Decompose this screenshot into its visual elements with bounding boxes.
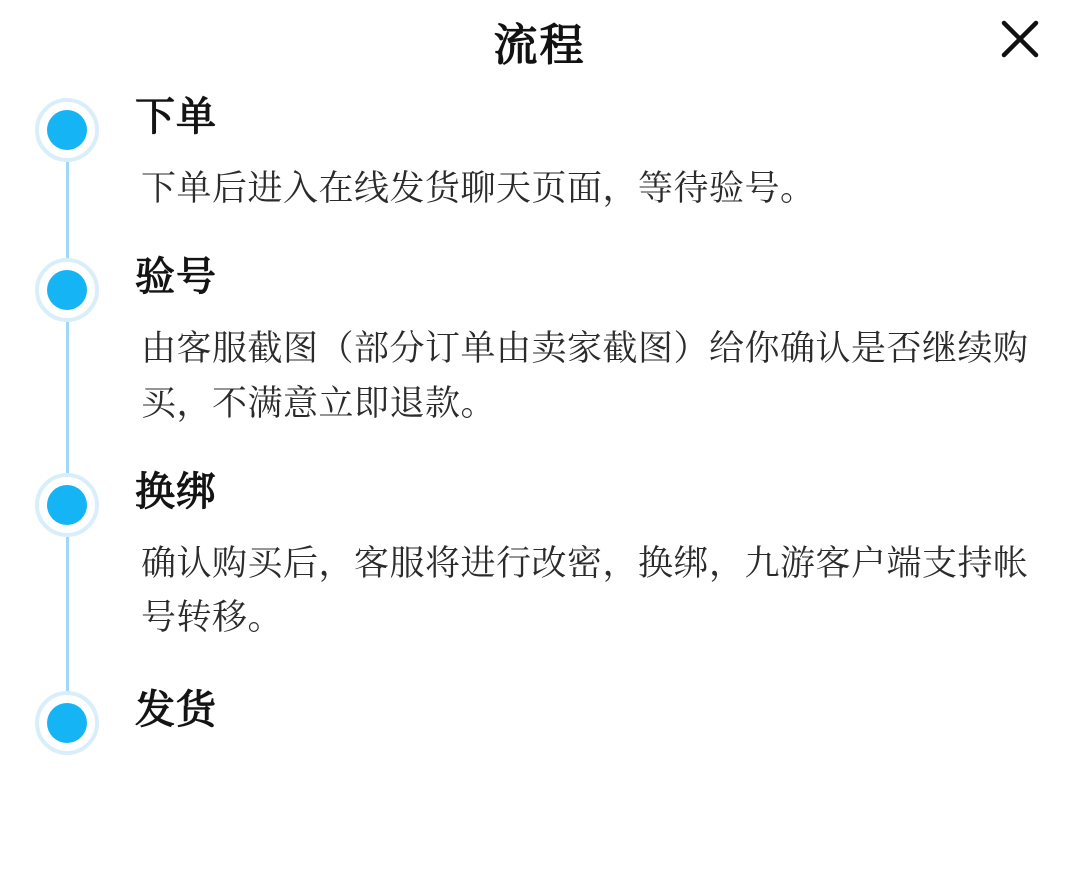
page-title: 流程 [493, 21, 586, 70]
step-title: 下单 [135, 95, 217, 139]
timeline-dot-icon [35, 98, 99, 162]
timeline-dot-icon [35, 258, 99, 322]
timeline-step [0, 467, 1079, 686]
step-title: 发货 [135, 688, 217, 733]
timeline-rail [66, 308, 69, 481]
timeline-step [0, 92, 1079, 252]
timeline-step [0, 252, 1079, 467]
timeline-rail [66, 148, 69, 266]
step-description: 确认购买后，客服将进行改密，换绑，九游客户端支持帐号转移。 [141, 543, 1029, 637]
step-title: 验号 [135, 255, 217, 300]
timeline-dot-icon [35, 473, 99, 537]
step-description: 下单后进入在线发货聊天页面，等待验号。 [141, 169, 816, 208]
step-title: 换绑 [135, 469, 217, 514]
timeline-rail [66, 523, 69, 700]
timeline-dot-icon [35, 691, 99, 755]
step-description: 由客服截图（部分订单由卖家截图）给你确认是否继续购买，不满意立即退款。 [141, 329, 1029, 423]
dialog-header [0, 0, 1079, 92]
process-timeline [0, 92, 1079, 733]
timeline-step [0, 685, 1079, 733]
close-icon[interactable] [991, 10, 1049, 68]
